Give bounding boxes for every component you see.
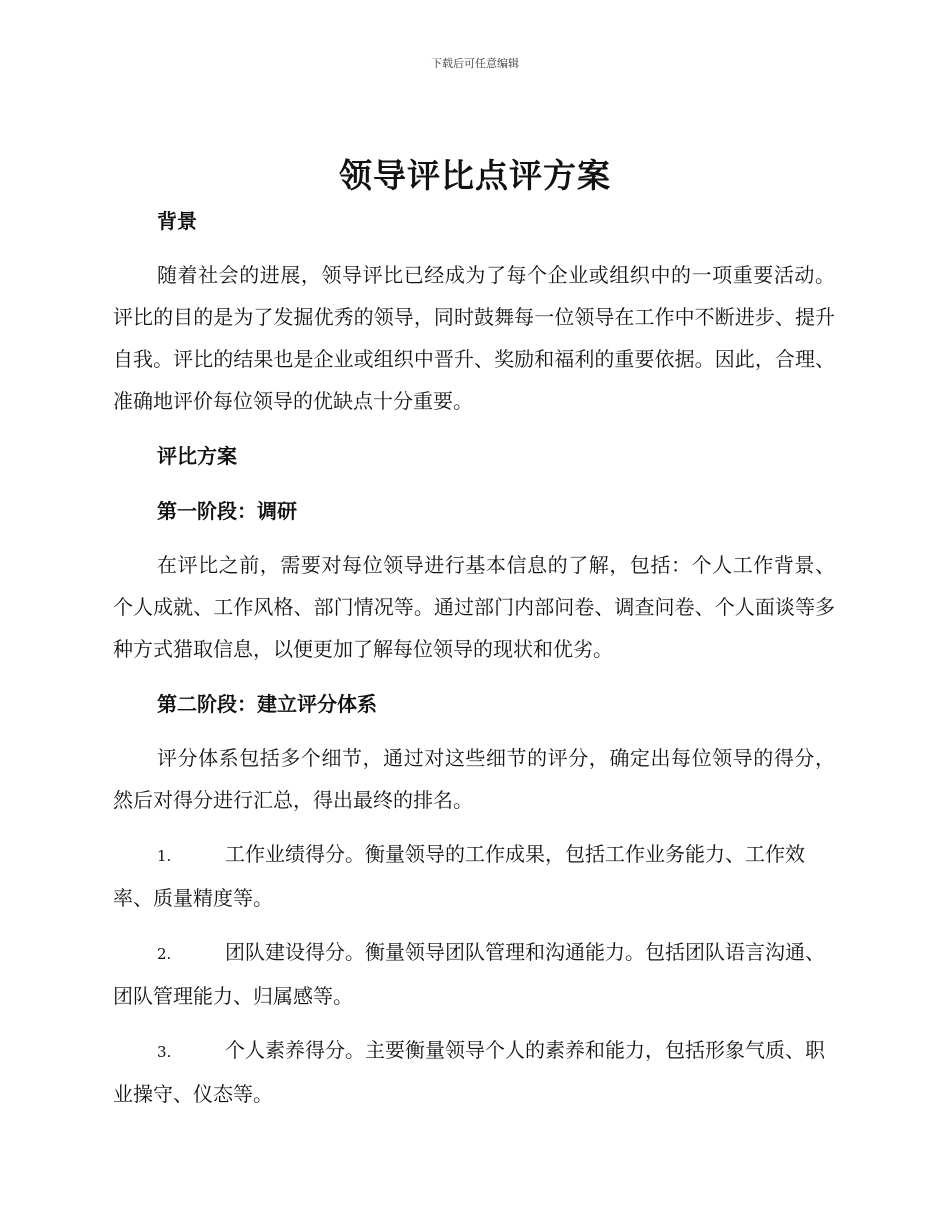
document-title: 领导评比点评方案: [339, 156, 611, 195]
list-item: [113, 1029, 835, 1115]
list-item-text: 个人素养得分。主要衡量领导个人的素养和能力，包括形象气质、职业操守、仪态等。: [113, 1038, 825, 1106]
section-heading-plan: 评比方案: [157, 444, 237, 468]
list-item-text: 团队建设得分。衡量领导团队管理和沟通能力。包括团队语言沟通、团队管理能力、归属感等。: [113, 940, 825, 1008]
list-item-number: 2.: [157, 945, 172, 963]
paragraph-phase1: 在评比之前，需要对每位领导进行基本信息的了解，包括：个人工作背景、个人成就、工作风格、部门情况等。通过部门内部问卷、调查问卷、个人面谈等多种方式猎取信息，以便更加了解每位领导的现状和优劣。: [113, 553, 835, 661]
list-item-text: 工作业绩得分。衡量领导的工作成果，包括工作业务能力、工作效率、质量精度等。: [113, 842, 805, 910]
paragraph-background: 随着社会的进展，领导评比已经成为了每个企业或组织中的一项重要活动。评比的目的是为了发掘优秀的领导，同时鼓舞每一位领导在工作中不断进步、提升自我。评比的结果也是企业或组织中晋升、奖励和福利的重要依据。因此，合理、准确地评价每位领导的优缺点十分重要。: [113, 263, 835, 413]
list-item: [113, 833, 835, 919]
list-item: [113, 931, 835, 1017]
document-body: [113, 200, 835, 1115]
section-heading-phase2: 第二阶段：建立评分体系: [157, 692, 377, 716]
paragraph-phase2: 评分体系包括多个细节，通过对这些细节的评分，确定出每位领导的得分，然后对得分进行汇总，得出最终的排名。: [113, 746, 835, 812]
list-item-number: 1.: [157, 847, 172, 865]
list-item-number: 3.: [157, 1043, 172, 1061]
section-heading-background: 背景: [157, 209, 197, 233]
section-heading-phase1: 第一阶段：调研: [157, 499, 297, 523]
page-header-note: 下载后可任意编辑: [431, 57, 519, 70]
